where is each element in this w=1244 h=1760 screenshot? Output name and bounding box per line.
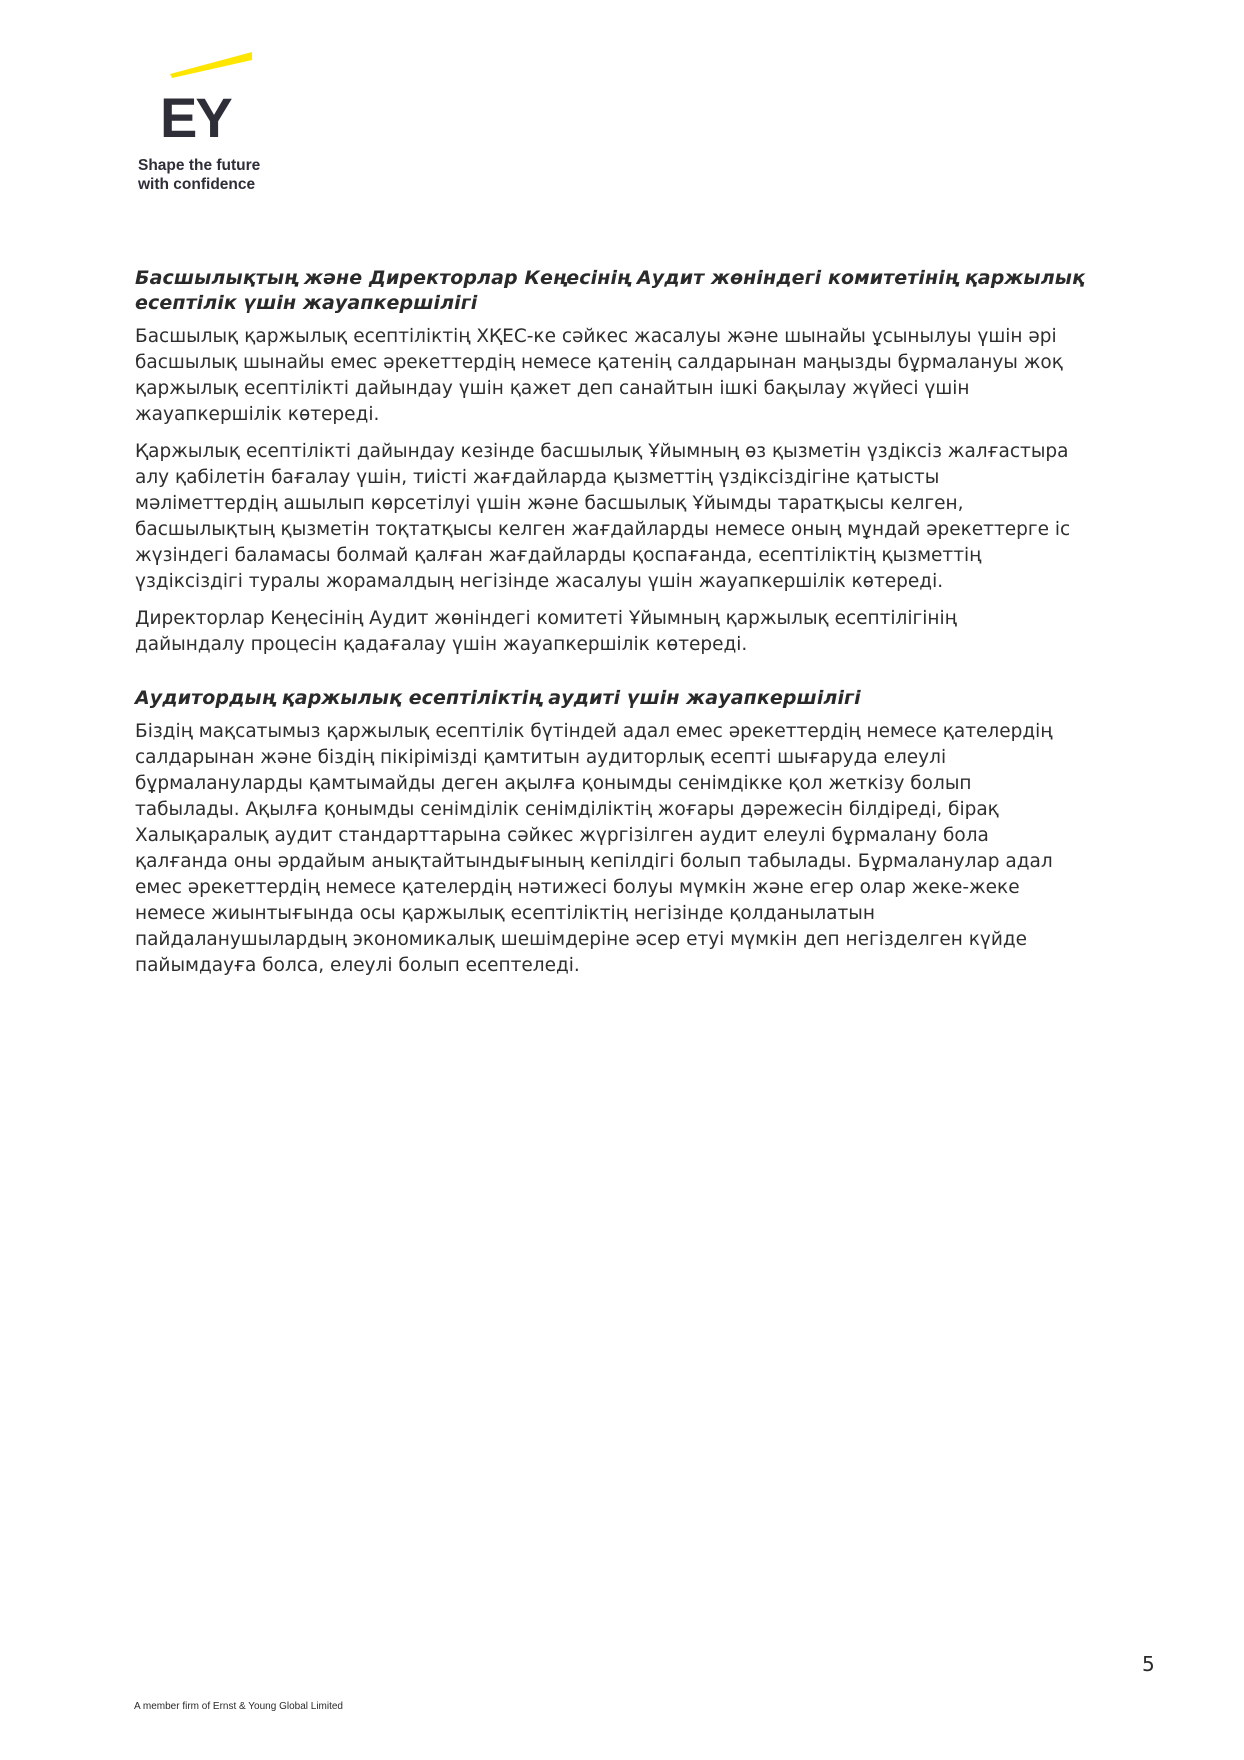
page-number: 5: [1142, 1652, 1155, 1676]
document-body: [135, 266, 1155, 990]
logo-tagline: [138, 156, 260, 194]
ey-wordmark: EY: [160, 86, 231, 149]
section-heading-management: Басшылықтың және Директорлар Кеңесінің Аудит жөніндегі комитетінің қаржылық есептілік үшін жауапкершілігі: [135, 267, 1085, 314]
section-heading-auditor: Аудитордың қаржылық есептіліктің аудиті үшін жауапкершілігі: [135, 687, 861, 709]
management-responsibility-section: [135, 266, 1155, 658]
ey-beam-icon: [168, 52, 254, 80]
paragraph-management-3: Директорлар Кеңесінің Аудит жөніндегі комитеті Ұйымның қаржылық есептілігінің дайындалу процесін қадағалау үшін жауапкершілік көтереді.: [135, 608, 957, 655]
footer-member-note: A member firm of Ernst & Young Global Limited: [134, 1701, 343, 1712]
paragraph-auditor-1: Біздің мақсатымыз қаржылық есептілік бүтіндей адал емес әрекеттердің немесе қателердің салдарынан және біздің пікірімізді қамтитын аудиторлық есепті шығаруда елеулі бұрмалануларды қамтымайды деген ақылға қонымды сенімдікке қол жеткізу болып табылады. Ақылға қонымды сенімділік сенімділіктің жоғары дәрежесін білдіреді, бірақ Халықаралық аудит стандарттарына сәйкес жүргізілген аудит елеулі бұрмалану бола қалғанда оны әрдайым анықтайтындығының кепілдігі болып табылады. Бұрмаланулар адал емес әрекеттердің немесе қателердің нәтижесі болуы мүмкін және егер олар жеке-жеке немесе жиынтығында осы қаржылық есептіліктің негізінде қолданылатын пайдаланушылардың экономикалық шешімдеріне әсер етуі мүмкін деп негізделген күйде пайымдауға болса, елеулі болып есептеледі.: [135, 721, 1053, 976]
tagline-line-2: with confidence: [138, 176, 256, 193]
ey-logo: [138, 52, 278, 192]
tagline-line-1: Shape the future: [138, 157, 261, 174]
auditor-responsibility-section: [135, 686, 1155, 979]
paragraph-management-2: Қаржылық есептілікті дайындау кезінде басшылық Ұйымның өз қызметін үздіксіз жалғастыра алу қабілетін бағалау үшін, тиісті жағдайларда қызметтің үздіксіздігіне қатысты мәліметтердің ашылып көрсетілуі үшін және басшылық Ұйымды таратқысы келген, басшылықтың қызметін тоқтатқысы келген жағдайларды немесе оның мұндай әрекеттерге іс жүзіндегі баламасы болмай қалған жағдайларды қоспағанда, есептіліктің қызметтің үздіксіздігі туралы жорамалдың негізінде жасалуы үшін жауапкершілік көтереді.: [135, 441, 1071, 592]
paragraph-management-1: Басшылық қаржылық есептіліктің ХҚЕС-ке сәйкес жасалуы және шынайы ұсынылуы үшін әрі басшылық шынайы емес әрекеттердің немесе қатенің салдарынан маңызды бұрмалануы жоқ қаржылық есептілікті дайындау үшін қажет деп санайтын ішкі бақылау жүйесі үшін жауапкершілік көтереді.: [135, 326, 1063, 425]
